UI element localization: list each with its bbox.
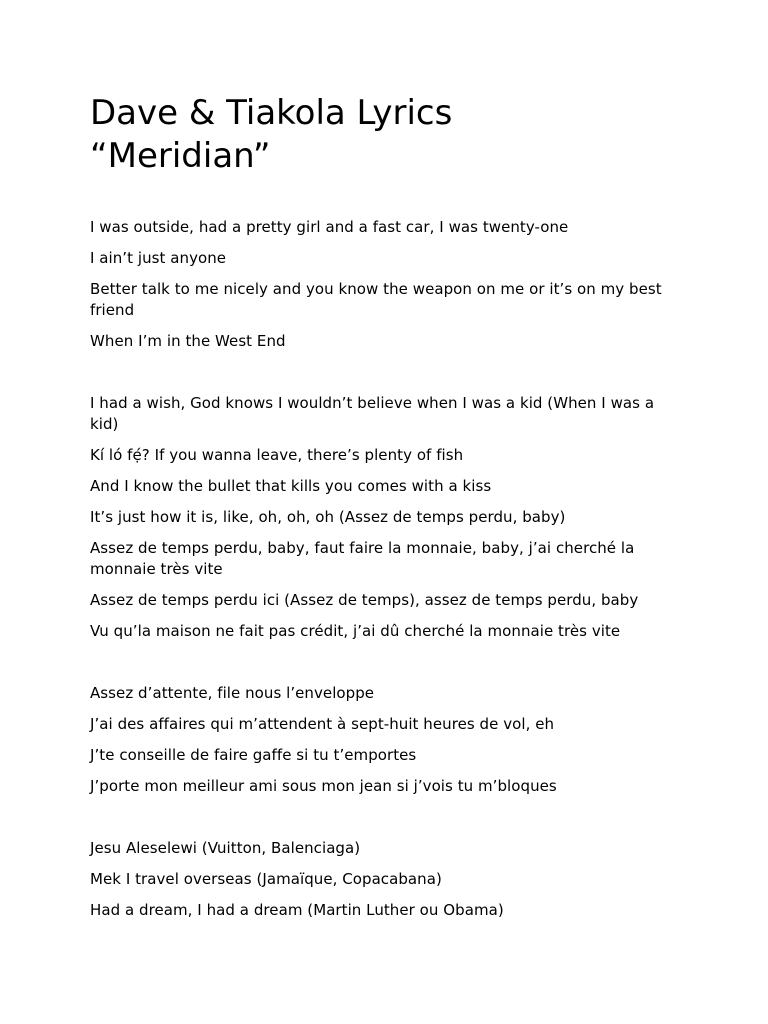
lyric-line: J’ai des affaires qui m’attendent à sept-huit heures de vol, eh	[90, 715, 555, 733]
lyric-line: And I know the bullet that kills you comes with a kiss	[90, 477, 492, 495]
stanza-2	[90, 393, 680, 642]
title-artist-line: Dave & Tiakola Lyrics	[90, 93, 453, 133]
lyrics-page	[90, 92, 680, 962]
stanza-1	[90, 217, 680, 352]
lyric-line: Had a dream, I had a dream (Martin Luther ou Obama)	[90, 901, 504, 919]
lyric-line: Kí ló fẹ́? If you wanna leave, there’s plenty of fish	[90, 446, 464, 464]
lyric-line: I ain’t just anyone	[90, 249, 227, 267]
title-song-line: “Meridian”	[90, 136, 271, 176]
lyric-line: Assez de temps perdu ici (Assez de temps), assez de temps perdu, baby	[90, 591, 639, 609]
lyric-line: Better talk to me nicely and you know the weapon on me or it’s on my best friend	[90, 280, 662, 319]
lyric-line: Vu qu’la maison ne fait pas crédit, j’ai dû cherché la monnaie très vite	[90, 622, 621, 640]
stanza-3	[90, 683, 680, 797]
lyric-line: Assez de temps perdu, baby, faut faire la monnaie, baby, j’ai cherché la monnaie très vite	[90, 539, 635, 578]
lyric-line: Mek I travel overseas (Jamaïque, Copacabana)	[90, 870, 442, 888]
lyrics-body	[90, 217, 680, 921]
lyric-line: J’porte mon meilleur ami sous mon jean si j’vois tu m’bloques	[90, 777, 557, 795]
lyric-line: Assez d’attente, file nous l’enveloppe	[90, 684, 375, 702]
lyric-line: When I’m in the West End	[90, 332, 286, 350]
lyric-line: Jesu Aleselewi (Vuitton, Balenciaga)	[90, 839, 361, 857]
lyric-line: I was outside, had a pretty girl and a fast car, I was twenty-one	[90, 218, 569, 236]
lyric-line: J’te conseille de faire gaffe si tu t’emportes	[90, 746, 417, 764]
lyric-line: I had a wish, God knows I wouldn’t believe when I was a kid (When I was a kid)	[90, 394, 655, 433]
lyric-line: It’s just how it is, like, oh, oh, oh (Assez de temps perdu, baby)	[90, 508, 566, 526]
page-title	[90, 92, 680, 178]
stanza-4	[90, 838, 680, 921]
